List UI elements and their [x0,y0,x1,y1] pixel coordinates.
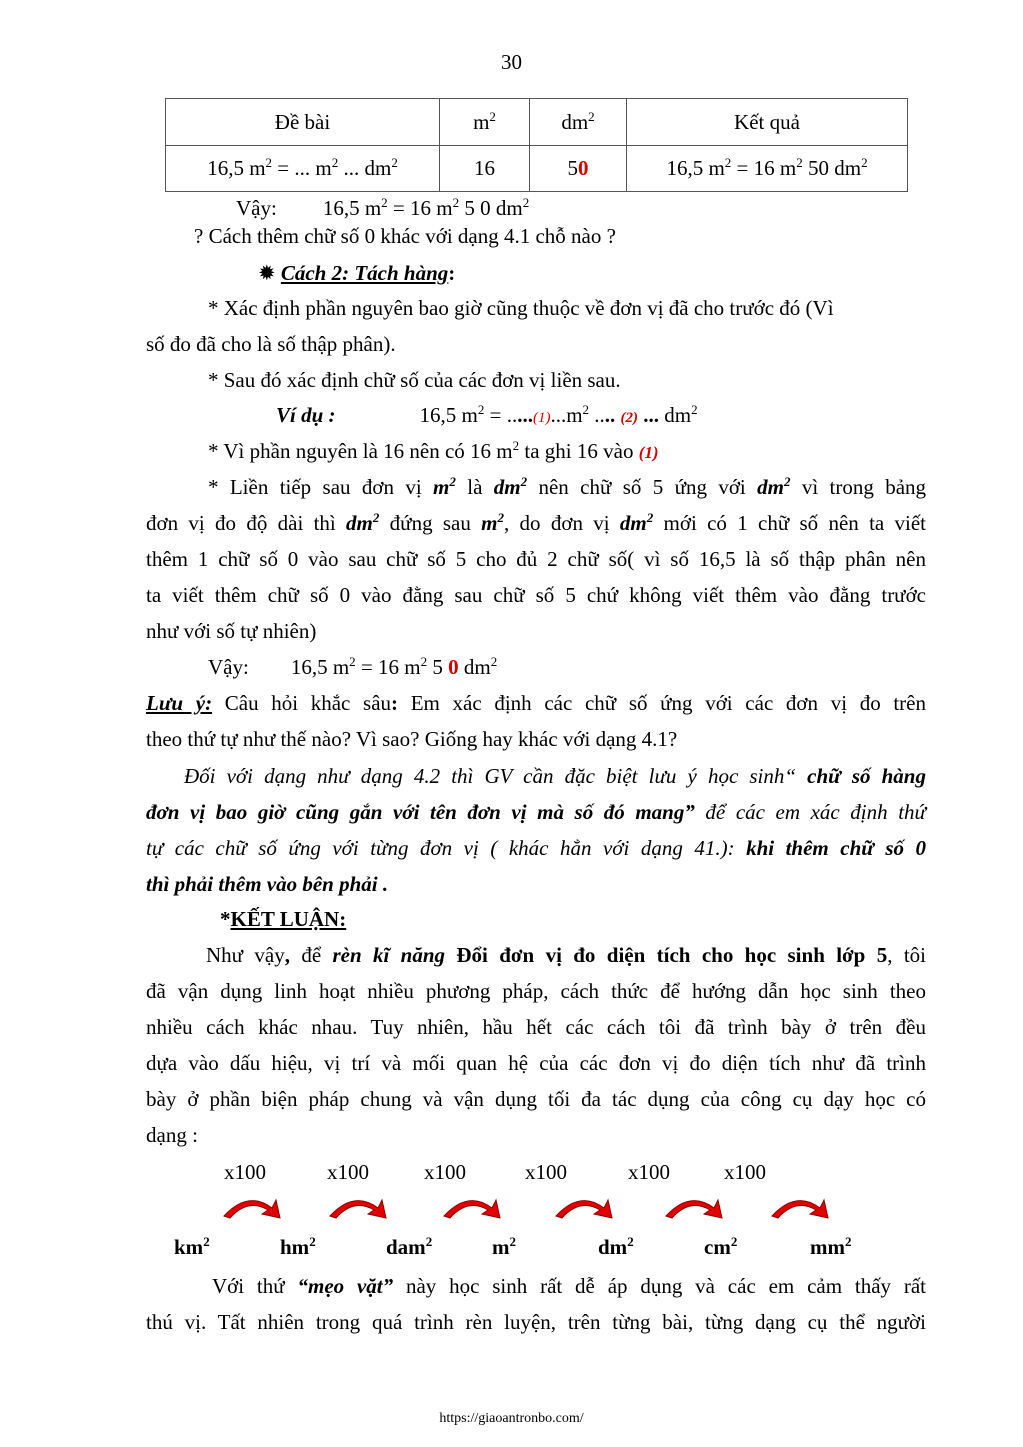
footer-url-link[interactable]: https://giaoantronbo.com/ [439,1411,584,1426]
para-4-line-1: * Liền tiếp sau đơn vị $m^2$ là $dm^2$ nên chữ số 5 ứng với $dm^2$ vì trong bảng [208,474,927,499]
conclusion-line-4: dựa vào dấu hiệu, vị trí và mối quan hệ của các đơn vị đo diện tích như đã trình [146,1051,926,1075]
italic-note-line-4: thì phải thêm vào bên phải . [146,872,389,896]
vay-line-2: Vậy: 16,5 $m^2 = 16$ $m^2$ 5 0 $dm^2$ [208,654,498,679]
curved-arrow-icon [552,1192,614,1220]
luu-y-line-1: Lưu ý: Câu hỏi khắc sâu: Em xác định các chữ số ứng với các đơn vị đo trên [146,691,926,715]
cell-result: 16,5 $m^2 = 16$ $m^2$ 50 $dm^2$ [627,146,908,192]
multiplier-label: x100 [424,1160,466,1184]
unit-label-dam2: dam$^2$ [386,1234,433,1259]
cach2-heading: ✹ Cách 2: Tách hàng: [258,261,456,285]
conclusion-line-2: đã vận dụng linh hoạt nhiều phương pháp, cách thức để hướng dẫn học sinh theo [146,979,926,1003]
final-line-2: thú vị. Tất nhiên trong quá trình rèn luyện, trên từng bài, từng dạng cụ thể người [146,1310,926,1334]
multiplier-label: x100 [525,1160,567,1184]
italic-note-line-2: đơn vị bao giờ cũng gắn với tên đơn vị mà số đó mang” để các em xác định thứ [146,800,926,824]
italic-note-line-3: tự các chữ số ứng với từng đơn vị ( khác hẳn với dạng 41.): khi thêm chữ số 0 [146,836,927,860]
unit-label-dm2: $dm^2$ [598,1234,634,1259]
page-number: 30 [501,50,522,74]
conclusion-line-3: nhiều cách khác nhau. Tuy nhiên, hầu hết các cách tôi đã trình bày ở trên đều [146,1015,926,1039]
conversion-table [165,98,908,192]
unit-label-km2: $km^2$ [174,1234,210,1259]
table-header-row [166,99,908,146]
header-m2: $m^2$ [440,99,530,146]
example-line: Ví dụ : 16,5 $m^2 = .....(1)...m^2$ .... (2) ... $dm^2$ [276,402,698,427]
unit-label-cm2: $cm^2$ [704,1234,738,1259]
unit-label-mm2: $mm^2$ [810,1234,852,1259]
italic-note-line-1: Đối với dạng như dạng 4.2 thì GV cần đặc biệt lưu ý học sinh“ chữ số hàng [184,764,926,788]
multiplier-label: x100 [724,1160,766,1184]
curved-arrow-icon [326,1192,388,1220]
unit-label-m2: $m^2$ [492,1234,516,1259]
para-4-line-4: ta viết thêm chữ số 0 vào đằng sau chữ số 5 chứ không viết thêm vào đằng trước [146,583,926,607]
curved-arrow-icon [662,1192,724,1220]
para-3: * Vì phần nguyên là 16 nên có 16 $m^2$ ta ghi 16 vào (1) [208,438,659,463]
question-line: ? Cách thêm chữ số 0 khác với dạng 4.1 chỗ nào ? [194,224,616,248]
para-4-line-5: như với số tự nhiên) [146,619,317,643]
para-4-line-3: thêm 1 chữ số 0 vào sau chữ số 5 cho đủ 2 chữ số( vì số 16,5 là số thập phân nên [146,547,926,571]
curved-arrow-icon [440,1192,502,1220]
cell-m2-value: 16 [440,146,530,192]
conclusion-line-6: dạng : [146,1123,198,1147]
cell-dm2-value: 50 [530,146,627,192]
multiplier-label: x100 [224,1160,266,1184]
vay-line-1: Vậy: 16,5 $m^2 = 16$ $m^2$ 5 0 $dm^2$ [236,195,530,220]
ket-luan-heading: *KẾT LUẬN: [220,907,347,931]
curved-arrow-icon [220,1192,282,1220]
final-line-1: Với thứ “mẹo vặt” này học sinh rất dễ áp dụng và các em cảm thấy rất [212,1274,926,1298]
multiplier-label: x100 [327,1160,369,1184]
bullet-icon: ✹ [258,261,276,285]
luu-y-line-2: theo thứ tự như thế nào? Vì sao? Giống hay khác với dạng 4.1? [146,727,678,751]
para-4-line-2: đơn vị đo độ dài thì $dm^2$ đứng sau $m^2$, do đơn vị $dm^2$ mới có 1 chữ số nên ta viết [146,510,927,535]
header-de-bai: Đề bài [166,99,440,146]
unit-label-hm2: $hm^2$ [280,1234,316,1259]
para-1-line-2: số đo đã cho là số thập phân). [146,332,396,356]
header-dm2: $dm^2$ [530,99,627,146]
conclusion-line-5: bày ở phần biện pháp chung và vận dụng tối đa tác dụng của công cụ dạy học có [146,1087,926,1111]
cell-problem: 16,5 $m^2$ = ... $m^2$ ... $dm^2$ [166,146,440,192]
curved-arrow-icon [768,1192,830,1220]
para-2: * Sau đó xác định chữ số của các đơn vị liền sau. [208,368,621,392]
multiplier-label: x100 [628,1160,670,1184]
conclusion-line-1: Như vậy, để rèn kĩ năng Đổi đơn vị đo diện tích cho học sinh lớp 5, tôi [206,943,926,967]
header-ket-qua: Kết quả [627,99,908,146]
para-1-line-1: * Xác định phần nguyên bao giờ cũng thuộc về đơn vị đã cho trước đó (Vì [208,296,834,320]
table-row [166,146,908,192]
